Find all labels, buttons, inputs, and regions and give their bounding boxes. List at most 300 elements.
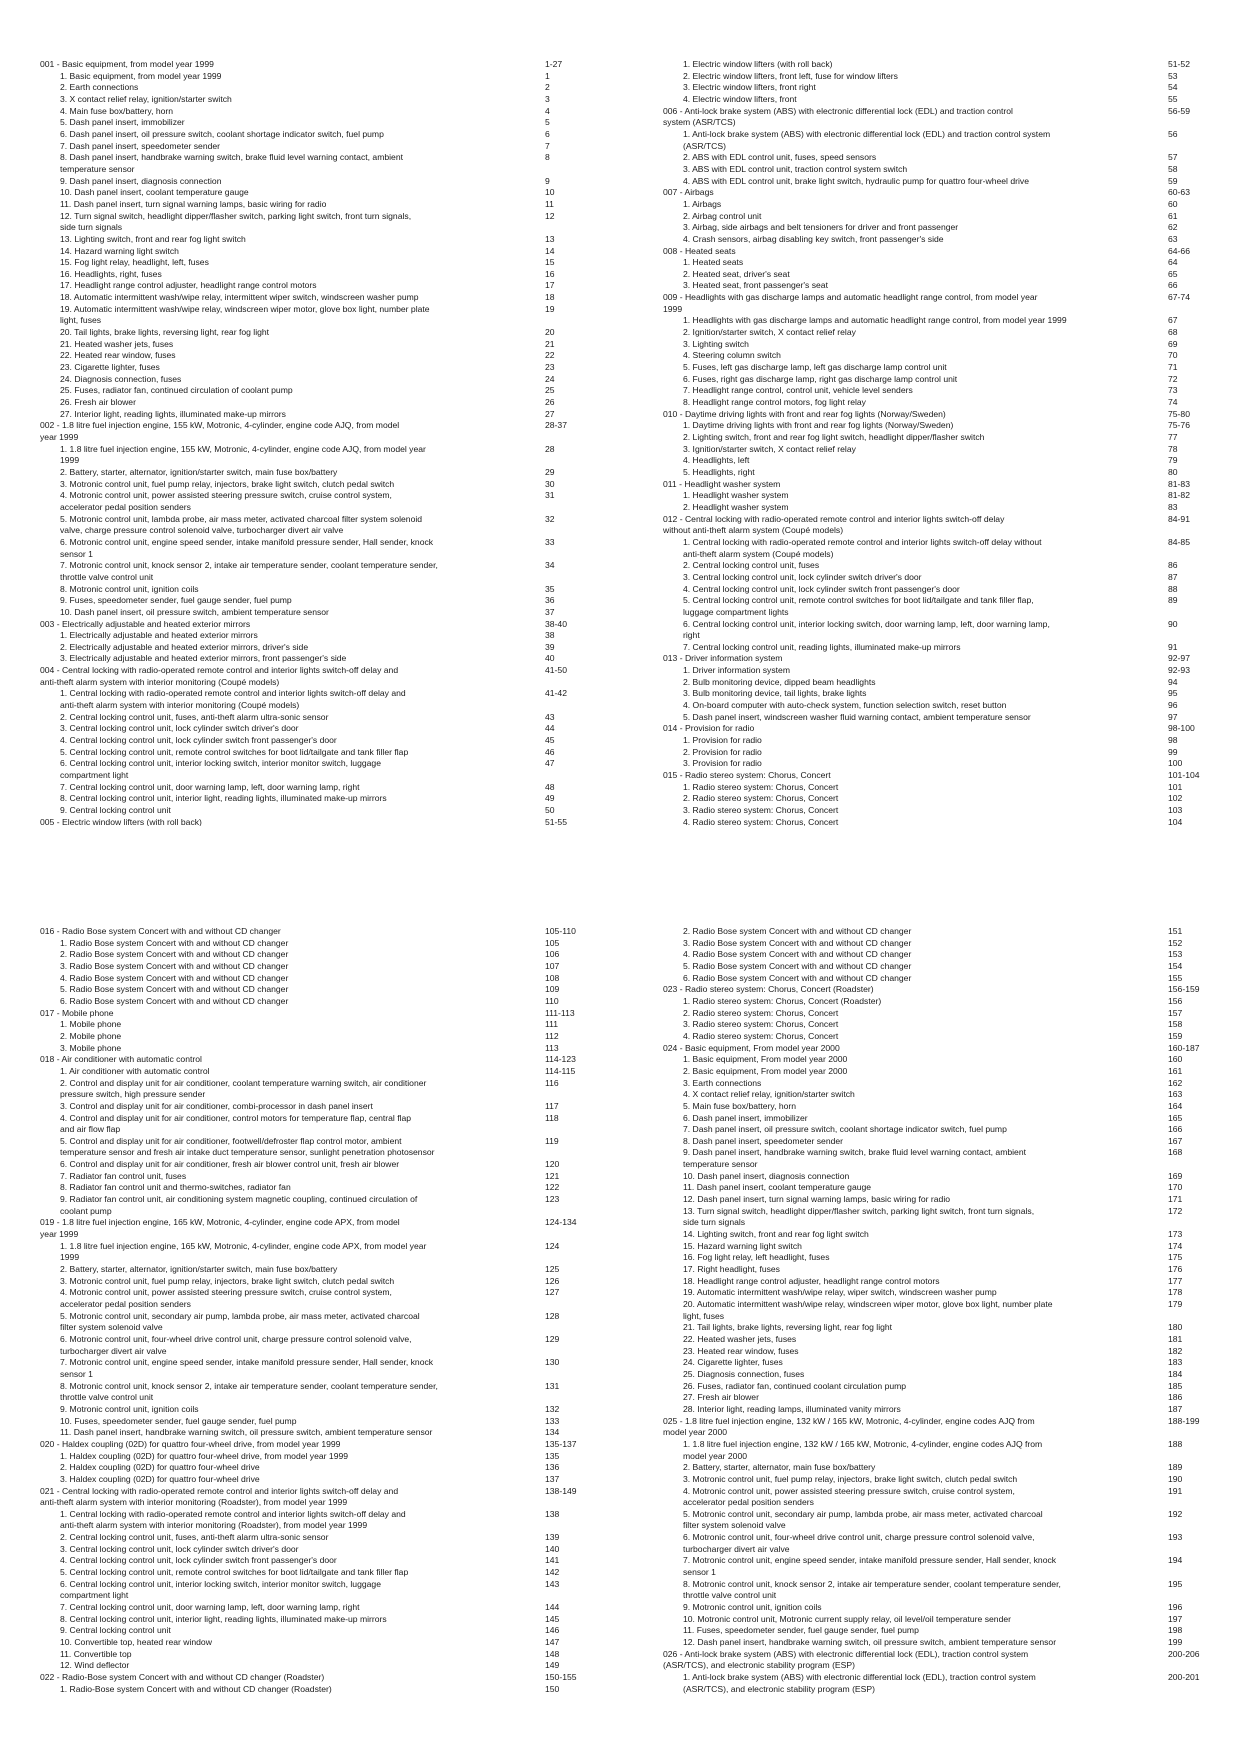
index-subentry [40,502,600,514]
entry-title: 015 - Radio stereo system: Chorus, Concert [663,770,831,781]
index-subentry [663,1334,1223,1346]
entry-page-number: 105-110 [545,926,576,936]
entry-title: 27. Interior light, reading lights, illuminated make-up mirrors [60,408,286,419]
entry-title: 17. Right headlight, fuses [683,1264,780,1275]
entry-page-number: 56-59 [1168,105,1190,116]
entry-page-number: 99 [1168,746,1178,757]
entry-title: sensor 1 [60,548,93,559]
entry-page-number: 130 [545,1357,560,1368]
entry-title: 022 - Radio-Bose system Concert with and without CD changer (Roadster) [40,1672,325,1682]
entry-page-number: 16 [545,268,555,279]
entry-title: turbocharger divert air valve [60,1345,167,1356]
entry-title: 10. Dash panel insert, oil pressure switch, ambient temperature sensor [60,606,329,617]
entry-page-number: 59 [1168,175,1178,186]
index-subentry [663,327,1223,339]
entry-title: 2. Central locking control unit, fuses, anti-theft alarm ultra-sonic sensor [60,1532,329,1543]
entry-page-number: 61 [1168,210,1178,221]
index-subentry [40,152,600,164]
index-subentry [40,82,600,94]
index-subentry [40,1357,600,1369]
index-subentry [663,350,1223,362]
entry-page-number: 154 [1168,960,1183,971]
entry-page-number: 35 [545,583,555,594]
entry-title: 6. Dash panel insert, oil pressure switch, coolant shortage indicator switch, fuel pump [60,128,384,139]
entry-title: 020 - Haldex coupling (02D) for quattro four-wheel drive, from model year 1999 [40,1438,341,1449]
entry-page-number: 106 [545,949,560,960]
index-subentry [663,420,1223,432]
entry-title: 6. Control and display unit for air conditioner, fresh air blower control unit, fresh air blower [60,1159,400,1170]
entry-page-number: 69 [1168,338,1178,349]
index-subentry [40,560,600,572]
index-subentry [663,1672,1223,1684]
entry-page-number: 163 [1168,1089,1183,1100]
entry-page-number: 101-104 [1168,770,1200,781]
index-section-heading [663,1043,1223,1055]
entry-page-number: 83 [1168,501,1178,512]
entry-title: 2. Control and display unit for air conditioner, coolant temperature warning switch, air conditioner [60,1077,427,1088]
entry-page-number: 193 [1168,1532,1183,1543]
entry-title: 013 - Driver information system [663,653,783,664]
entry-title: 9. Central locking control unit [60,1625,171,1636]
index-subentry [40,1182,600,1194]
entry-page-number: 92-97 [1168,653,1190,664]
entry-title: 12. Dash panel insert, handbrake warning switch, oil pressure switch, ambient temperature sensor [683,1637,1057,1648]
index-subentry [663,1462,1223,1474]
entry-page-number: 15 [545,257,555,268]
index-subentry [40,467,600,479]
entry-page-number: 24 [545,373,555,384]
entry-page-number: 117 [545,1100,559,1111]
entry-page-number: 167 [1168,1135,1183,1146]
entry-page-number: 65 [1168,268,1178,279]
entry-title: 3. Radio stereo system: Chorus, Concert [683,1019,839,1030]
entry-page-number: 114-123 [545,1054,576,1065]
index-subentry [40,1066,600,1078]
index-subentry [663,1008,1223,1020]
entry-page-number: 190 [1168,1473,1183,1484]
entry-page-number: 70 [1168,350,1178,361]
index-subentry [663,1252,1223,1264]
index-subentry [663,1346,1223,1358]
entry-page-number: 125 [545,1264,560,1275]
index-section-heading [663,292,1223,304]
index-subentry [40,584,600,596]
entry-page-number: 67-74 [1168,292,1190,303]
entry-page-number: 128 [545,1310,560,1321]
entry-title: 21. Heated washer jets, fuses [60,338,174,349]
index-section-heading [40,1008,600,1020]
entry-page-number: 60-63 [1168,187,1190,198]
index-subentry [663,432,1223,444]
entry-page-number: 173 [1168,1229,1183,1240]
entry-page-number: 164 [1168,1100,1183,1111]
entry-page-number: 87 [1168,571,1178,582]
entry-page-number: 2 [545,82,550,93]
index-subentry [663,938,1223,950]
index-subentry [663,996,1223,1008]
index-subentry [40,949,600,961]
entry-title: 3. ABS with EDL control unit, traction control system switch [683,163,908,174]
entry-page-number: 47 [545,758,555,769]
index-subentry [663,269,1223,281]
entry-page-number: 149 [545,1660,560,1671]
entry-title: 4. Steering column switch [683,350,781,361]
entry-page-number: 136 [545,1462,560,1473]
entry-page-number: 151 [1168,926,1183,936]
entry-title: 1. Central locking with radio-operated remote control and interior lights switch-off delay without [683,536,1042,547]
entry-page-number: 40 [545,653,555,664]
entry-title: 4. Radio Bose system Concert with and without CD changer [683,949,912,960]
index-subentry [40,793,600,805]
index-subentry [663,1182,1223,1194]
index-subentry [663,1229,1223,1241]
index-subentry [40,1474,600,1486]
index-subentry [40,1101,600,1113]
entry-title: filter system solenoid valve [60,1322,163,1333]
entry-title: 4. Control and display unit for air conditioner, control motors for temperature flap, central flap [60,1112,412,1123]
entry-title: 1. Heated seats [683,257,744,268]
entry-title: 7. Motronic control unit, knock sensor 2, intake air temperature sender, coolant temperature sender, [60,560,438,571]
entry-page-number: 71 [1168,362,1178,373]
entry-title: 23. Cigarette lighter, fuses [60,362,160,373]
entry-page-number: 198 [1168,1625,1183,1636]
quadrant-bottom-left [40,926,600,1706]
entry-page-number: 182 [1168,1345,1183,1356]
entry-title: 5. Central locking control unit, remote control switches for boot lid/tailgate and tank filler flap [60,1567,409,1578]
index-subentry [40,984,600,996]
index-section-heading [40,420,600,432]
entry-title: 10. Convertible top, heated rear window [60,1637,212,1648]
index-section-heading [663,187,1223,199]
entry-page-number: 51-55 [545,816,567,826]
index-section-heading [663,514,1223,526]
entry-page-number: 165 [1168,1112,1183,1123]
entry-title: model year 2000 [663,1427,728,1438]
index-subentry [40,1171,600,1183]
index-subentry [40,770,600,782]
entry-page-number: 108 [545,972,560,983]
index-subentry [40,735,600,747]
entry-page-number: 166 [1168,1124,1183,1135]
entry-title: 17. Headlight range control adjuster, headlight range control motors [60,280,317,291]
index-subentry [663,1392,1223,1404]
entry-title: 5. Headlights, right [683,466,755,477]
entry-page-number: 159 [1168,1030,1183,1041]
entry-title: 3. Earth connections [683,1077,762,1088]
entry-title: 2. Bulb monitoring device, dipped beam headlights [683,676,876,687]
entry-page-number: 49 [545,793,555,804]
entry-title: 18. Automatic intermittent wash/wipe relay, intermittent wiper switch, windscreen washer pump [60,292,419,303]
entry-title: 1. Basic equipment, from model year 1999 [60,70,222,81]
index-subentry [40,1614,600,1626]
entry-page-number: 21 [545,338,555,349]
entry-title: 28. Interior light, reading lamps, illuminated vanity mirrors [683,1403,901,1414]
entry-title: 8. Motronic control unit, knock sensor 2, intake air temperature sender, coolant temperature sender, [683,1578,1061,1589]
index-subentry [663,362,1223,374]
index-section-heading [663,1427,1223,1439]
entry-title: temperature sensor and fresh air intake duct temperature sensor, sunlight penetration photosensor [60,1147,435,1158]
index-subentry [663,315,1223,327]
entry-page-number: 28-37 [545,420,567,431]
entry-page-number: 7 [545,140,550,151]
entry-title: 3. Electrically adjustable and heated exterior mirrors, front passenger's side [60,653,347,664]
entry-title: temperature sensor [60,163,135,174]
entry-page-number: 25 [545,385,555,396]
entry-page-number: 156 [1168,995,1183,1006]
entry-title: 9. Central locking control unit [60,805,171,815]
index-section-heading [663,479,1223,491]
index-subentry [40,712,600,724]
entry-title: 3. Central locking control unit, lock cylinder switch driver's door [60,723,299,734]
index-section-heading [40,1486,600,1498]
entry-title: 3. Ignition/starter switch, X contact relief relay [683,443,856,454]
index-subentry [663,712,1223,724]
entry-title: 2. Lighting switch, front and rear fog light switch, headlight dipper/flasher switch [683,432,985,442]
entry-title: 1. Radio stereo system: Chorus, Concert [683,781,839,792]
entry-title: 6. Radio Bose system Concert with and without CD changer [60,995,289,1006]
index-subentry [663,59,1223,71]
index-subentry [40,1684,600,1696]
entry-title: 2. Radio stereo system: Chorus, Concert [683,1007,839,1018]
index-section-heading [40,1439,600,1451]
entry-title: 9. Dash panel insert, diagnosis connection [60,175,222,186]
entry-title: 11. Fuses, speedometer sender, fuel gauge sender, fuel pump [683,1625,919,1636]
entry-page-number: 4 [545,105,550,116]
index-subentry [40,747,600,759]
index-subentry [40,490,600,502]
entry-title: 6. Fuses, right gas discharge lamp, right gas discharge lamp control unit [683,373,958,384]
index-subentry [663,1614,1223,1626]
entry-page-number: 160-187 [1168,1042,1200,1053]
index-subentry [40,1544,600,1556]
entry-title: throttle valve control unit [683,1590,777,1601]
entry-title: 1. Headlight washer system [683,490,789,501]
entry-page-number: 86 [1168,560,1178,571]
entry-page-number: 172 [1168,1205,1183,1216]
entry-title: 3. Central locking control unit, lock cylinder switch driver's door [60,1543,299,1554]
entry-title: 1. Airbags [683,198,722,209]
entry-title: 2. Central locking control unit, fuses, anti-theft alarm ultra-sonic sensor [60,711,329,722]
entry-title: 13. Lighting switch, front and rear fog light switch [60,233,246,244]
index-subentry [663,1357,1223,1369]
index-subentry [40,211,600,223]
index-subentry [40,1532,600,1544]
entry-title: 3. Motronic control unit, fuel pump relay, injectors, brake light switch, clutch pedal switch [683,1473,1018,1484]
entry-page-number: 122 [545,1182,560,1193]
index-subentry [663,1019,1223,1031]
index-subentry [40,782,600,794]
entry-page-number: 36 [545,595,555,606]
entry-title: 2. Ignition/starter switch, X contact relief relay [683,327,856,338]
index-subentry [40,315,600,327]
entry-page-number: 1-27 [545,59,563,69]
index-section-heading [663,106,1223,118]
entry-title: 13. Turn signal switch, headlight dipper/flasher switch, parking light switch, front turn signals, [683,1205,1035,1216]
index-section-heading [663,409,1223,421]
index-subentry [663,129,1223,141]
entry-title: 8. Motronic control unit, ignition coils [60,583,199,594]
entry-page-number: 14 [545,245,555,256]
entry-title: 1999 [60,1252,80,1263]
entry-title: 5. Fuses, left gas discharge lamp, left gas discharge lamp control unit [683,362,947,373]
entry-title: 19. Automatic intermittent wash/wipe relay, wiper switch, windscreen washer pump [683,1287,997,1298]
entry-page-number: 153 [1168,949,1183,960]
index-subentry [663,642,1223,654]
entry-title: accelerator pedal position senders [683,1497,814,1508]
index-subentry [40,280,600,292]
entry-page-number: 1 [545,70,550,81]
entry-page-number: 100 [1168,758,1183,769]
index-subentry [40,1287,600,1299]
entry-page-number: 152 [1168,937,1183,948]
entry-page-number: 44 [545,723,555,734]
entry-page-number: 54 [1168,82,1178,93]
entry-title: coolant pump [60,1205,112,1216]
entry-title: 3. Haldex coupling (02D) for quattro four-wheel drive [60,1473,260,1484]
entry-title: 1. Central locking with radio-operated remote control and interior lights switch-off delay and [60,1508,406,1519]
entry-page-number: 195 [1168,1578,1183,1589]
index-subentry [663,758,1223,770]
entry-page-number: 64-66 [1168,245,1190,256]
index-subentry [663,1101,1223,1113]
index-subentry [663,1206,1223,1218]
index-subentry [663,1439,1223,1451]
entry-title: 24. Cigarette lighter, fuses [683,1357,783,1368]
entry-page-number: 158 [1168,1019,1183,1030]
entry-title: 018 - Air conditioner with automatic control [40,1054,202,1065]
index-section-heading [663,770,1223,782]
entry-page-number: 58 [1168,163,1178,174]
entry-title: turbocharger divert air valve [683,1543,790,1554]
entry-title: 4. Headlights, left [683,455,750,466]
entry-page-number: 179 [1168,1299,1183,1309]
entry-title: 6. Central locking control unit, interior locking switch, interior monitor switch, luggage [60,758,381,769]
index-subentry [663,630,1223,642]
entry-page-number: 120 [545,1159,560,1170]
entry-title: 7. Dash panel insert, oil pressure switch, coolant shortage indicator switch, fuel pump [683,1124,1007,1135]
index-subentry [40,1089,600,1101]
entry-title: 6. Radio Bose system Concert with and without CD changer [683,972,912,983]
entry-title: throttle valve control unit [60,571,154,582]
index-subentry [663,1241,1223,1253]
index-subentry [40,374,600,386]
index-subentry [40,996,600,1008]
index-subentry [663,1217,1223,1229]
index-section-heading [663,984,1223,996]
index-subentry [40,1567,600,1579]
index-subentry [663,805,1223,817]
entry-title: 11. Dash panel insert, handbrake warning switch, oil pressure switch, ambient temperature sensor [60,1427,433,1438]
index-section-heading [40,926,600,938]
index-subentry [663,199,1223,211]
entry-page-number: 46 [545,746,555,757]
entry-title: 021 - Central locking with radio-operated remote control and interior lights switch-off delay and [40,1485,399,1496]
entry-title: 5. Radio Bose system Concert with and without CD changer [60,984,289,995]
entry-title: accelerator pedal position senders [60,1299,191,1309]
entry-title: accelerator pedal position senders [60,501,191,512]
entry-title: 1. 1.8 litre fuel injection engine, 132 kW / 165 kW, Motronic, 4-cylinder, engine codes AJQ from [683,1438,1043,1449]
entry-page-number: 78 [1168,443,1178,454]
entry-title: (ASR/TCS) [683,140,726,151]
entry-title: 3. X contact relief relay, ignition/starter switch [60,93,232,104]
index-subentry [663,1544,1223,1556]
entry-page-number: 105 [545,937,560,948]
entry-page-number: 27 [545,408,555,419]
entry-page-number: 73 [1168,385,1178,396]
entry-title: 5. Central locking control unit, remote control switches for boot lid/tailgate and tank filler flap, [683,595,1034,606]
entry-page-number: 131 [545,1380,560,1391]
entry-page-number: 135-137 [545,1438,577,1449]
index-subentry [40,938,600,950]
index-subentry [663,973,1223,985]
entry-title: 5. Dash panel insert, windscreen washer fluid warning contact, ambient temperature sensor [683,711,1031,722]
index-subentry [40,1159,600,1171]
entry-title: 11. Convertible top [60,1648,132,1659]
entry-title: light, fuses [683,1310,725,1321]
entry-page-number: 102 [1168,793,1183,804]
entry-page-number: 55 [1168,93,1178,104]
entry-title: 6. Motronic control unit, engine speed sender, intake manifold pressure sender, Hall sender, knock [60,536,434,547]
entry-page-number: 41-42 [545,688,567,699]
entry-title: 6. Motronic control unit, four-wheel drive control unit, charge pressure control solenoid valve, [683,1532,1035,1543]
index-subentry [40,525,600,537]
entry-page-number: 98 [1168,735,1178,746]
index-subentry [663,619,1223,631]
entry-page-number: 22 [545,350,555,361]
index-section-heading [40,677,600,689]
entry-title: year 1999 [40,432,79,442]
index-subentry [663,1520,1223,1532]
entry-title: 9. Radiator fan control unit, air conditioning system magnetic coupling, continued circulation of [60,1194,418,1205]
index-subentry [663,490,1223,502]
entry-title: 5. Motronic control unit, lambda probe, air mass meter, activated charcoal filter system solenoid [60,513,423,524]
entry-page-number: 156-159 [1168,984,1200,995]
index-subentry [40,339,600,351]
index-subentry [663,1532,1223,1544]
entry-title: 4. Main fuse box/battery, horn [60,105,174,116]
entry-title: year 1999 [40,1229,79,1240]
entry-title: compartment light [60,1590,129,1601]
entry-title: 002 - 1.8 litre fuel injection engine, 155 kW, Motronic, 4-cylinder, engine code AJQ, from model [40,420,400,431]
index-subentry [663,211,1223,223]
entry-page-number: 53 [1168,70,1178,81]
entry-page-number: 30 [545,478,555,489]
entry-title: temperature sensor [683,1159,758,1170]
entry-title: 3. Electric window lifters, front right [683,82,816,93]
entry-title: 23. Heated rear window, fuses [683,1345,799,1356]
index-subentry [40,1427,600,1439]
index-subentry [663,152,1223,164]
entry-page-number: 20 [545,327,555,338]
entry-title: 4. Central locking control unit, lock cylinder switch front passenger's door [60,735,337,746]
entry-page-number: 3 [545,93,550,104]
entry-title: side turn signals [683,1217,746,1228]
index-subentry [663,222,1223,234]
entry-title: compartment light [60,770,129,781]
entry-title: valve, charge pressure control solenoid valve, turbocharger divert air valve [60,525,344,536]
entry-title: 7. Motronic control unit, engine speed sender, intake manifold pressure sender, Hall sender, knock [683,1555,1057,1566]
index-subentry [40,1136,600,1148]
entry-title: 20. Tail lights, brake lights, reversing light, rear fog light [60,327,270,338]
index-subentry [40,1404,600,1416]
entry-page-number: 79 [1168,455,1178,466]
entry-page-number: 145 [545,1613,560,1624]
entry-title: 1. Driver information system [683,665,790,676]
entry-title: 8. Motronic control unit, knock sensor 2, intake air temperature sender, coolant temperature sender, [60,1380,438,1391]
index-subentry [663,1590,1223,1602]
entry-page-number: 37 [545,606,555,617]
entry-title: filter system solenoid valve [683,1520,786,1531]
